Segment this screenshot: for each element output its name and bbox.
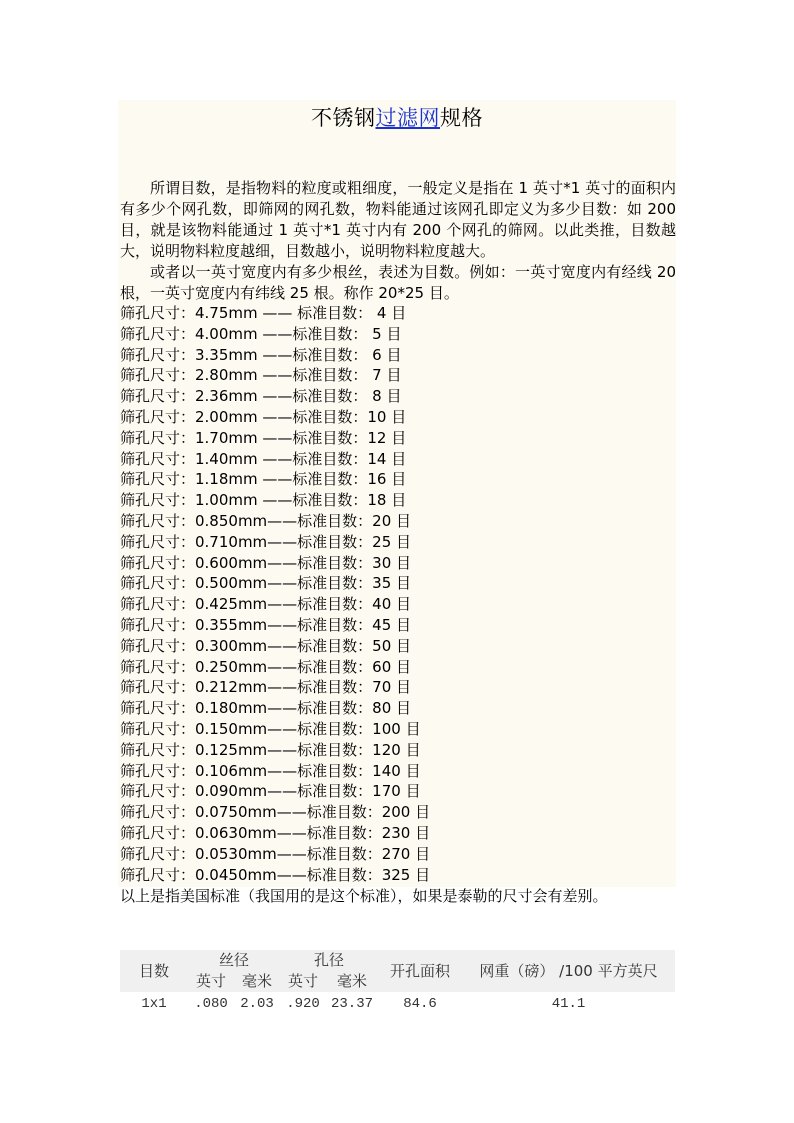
- title-suffix: 规格: [440, 106, 483, 130]
- sieve-size-line: 筛孔尺寸：0.0530mm——标准目数：270 目: [120, 844, 431, 863]
- sieve-size-line: 筛孔尺寸：1.70mm ——标准目数：12 目: [120, 428, 407, 447]
- title-link-filter-mesh[interactable]: 过滤网: [375, 106, 440, 130]
- cell-aperture-inch: .920: [286, 996, 320, 1012]
- sieve-size-line: 筛孔尺寸：0.125mm——标准目数：120 目: [120, 740, 421, 759]
- intro-paragraph-mesh-definition: 所谓目数，是指物料的粒度或粗细度，一般定义是指在 1 英寸*1 英寸的面积内有多少个网孔数，即筛网的网孔数，物料能通过该网孔即定义为多少目数：如 200 目，就是该物料能通过 1 英寸*1 英寸内有 200 个网孔的筛网。以此类推，目数越大，说明物料粒度越细，目数越小，说明物料粒度越大。: [120, 179, 676, 260]
- header-aperture: 孔径: [313, 951, 344, 969]
- title-prefix: 不锈钢: [311, 106, 376, 130]
- sieve-size-line: 筛孔尺寸：0.0750mm——标准目数：200 目: [120, 803, 431, 822]
- cell-wire-mm: 2.03: [240, 996, 274, 1012]
- header-wire-diameter: 丝径: [218, 951, 249, 969]
- page-title: [118, 102, 676, 134]
- sieve-size-line: 筛孔尺寸：0.500mm——标准目数：35 目: [120, 574, 412, 593]
- cell-mesh: 1x1: [141, 996, 167, 1012]
- sieve-size-line: 筛孔尺寸：0.355mm——标准目数：45 目: [120, 615, 412, 634]
- sieve-size-line: 筛孔尺寸：0.106mm——标准目数：140 目: [120, 761, 421, 780]
- header-open-area: 开孔面积: [389, 961, 450, 980]
- sieve-size-line: 筛孔尺寸：0.425mm——标准目数：40 目: [120, 595, 412, 614]
- header-mesh: 目数: [138, 961, 169, 980]
- sieve-size-line: 筛孔尺寸：2.80mm ——标准目数： 7 目: [120, 366, 402, 385]
- header-wire-mm: 毫米: [241, 972, 272, 990]
- sieve-size-line: 筛孔尺寸：0.180mm——标准目数：80 目: [120, 699, 412, 718]
- sieve-size-line: 筛孔尺寸：0.250mm——标准目数：60 目: [120, 657, 412, 676]
- intro-paragraph-wire-count: 或者以一英寸宽度内有多少根丝，表述为目数。例如：一英寸宽度内有经线 20 根，一英寸宽度内有纬线 25 根。称作 20*25 目。: [120, 263, 676, 302]
- sieve-size-line: 筛孔尺寸：0.0630mm——标准目数：230 目: [120, 823, 431, 842]
- sieve-size-line: 筛孔尺寸：4.75mm —— 标准目数： 4 目: [120, 304, 407, 322]
- sieve-size-line: 筛孔尺寸：0.300mm——标准目数：50 目: [120, 636, 412, 655]
- mesh-spec-table: [120, 950, 675, 1016]
- cell-wire-inch: .080: [194, 996, 228, 1012]
- table-body: [120, 992, 675, 1016]
- sieve-size-line: 筛孔尺寸：4.00mm ——标准目数： 5 目: [120, 324, 402, 343]
- cell-weight: 41.1: [551, 996, 586, 1012]
- sieve-size-line: 筛孔尺寸：0.600mm——标准目数：30 目: [120, 553, 412, 572]
- sieve-size-line: 筛孔尺寸：0.710mm——标准目数：25 目: [120, 532, 412, 551]
- header-wire-inch: 英寸: [195, 972, 226, 990]
- sieve-size-line: 筛孔尺寸：3.35mm ——标准目数： 6 目: [120, 345, 402, 364]
- sieve-size-line: 筛孔尺寸：0.0450mm——标准目数：325 目: [120, 865, 431, 884]
- sieve-size-line: 筛孔尺寸：0.850mm——标准目数：20 目: [120, 511, 412, 530]
- intro-text: [120, 178, 676, 304]
- header-aperture-inch: 英寸: [287, 972, 318, 990]
- header-weight: 网重（磅） /100 平方英尺: [479, 961, 658, 980]
- sieve-size-line: 筛孔尺寸：2.00mm ——标准目数：10 目: [120, 407, 407, 426]
- sieve-size-line: 筛孔尺寸：1.40mm ——标准目数：14 目: [120, 449, 407, 468]
- sieve-size-line: 筛孔尺寸：0.090mm——标准目数：170 目: [120, 782, 421, 801]
- table-row: [120, 992, 675, 1016]
- table-header-row-1: [120, 950, 675, 971]
- sieve-size-line: 筛孔尺寸：0.212mm——标准目数：70 目: [120, 678, 412, 697]
- cell-aperture-mm: 23.37: [330, 996, 373, 1012]
- cell-open-area: 84.6: [403, 996, 437, 1012]
- sieve-size-line: 筛孔尺寸：1.00mm ——标准目数：18 目: [120, 491, 407, 510]
- sieve-size-list: [120, 303, 676, 885]
- sieve-size-line: 筛孔尺寸：2.36mm ——标准目数： 8 目: [120, 387, 402, 406]
- header-aperture-mm: 毫米: [336, 972, 367, 990]
- standard-footnote: 以上是指美国标准（我国用的是这个标准），如果是泰勒的尺寸会有差别。: [120, 887, 608, 905]
- sieve-size-line: 筛孔尺寸：1.18mm ——标准目数：16 目: [120, 470, 407, 489]
- sieve-size-line: 筛孔尺寸：0.150mm——标准目数：100 目: [120, 719, 421, 738]
